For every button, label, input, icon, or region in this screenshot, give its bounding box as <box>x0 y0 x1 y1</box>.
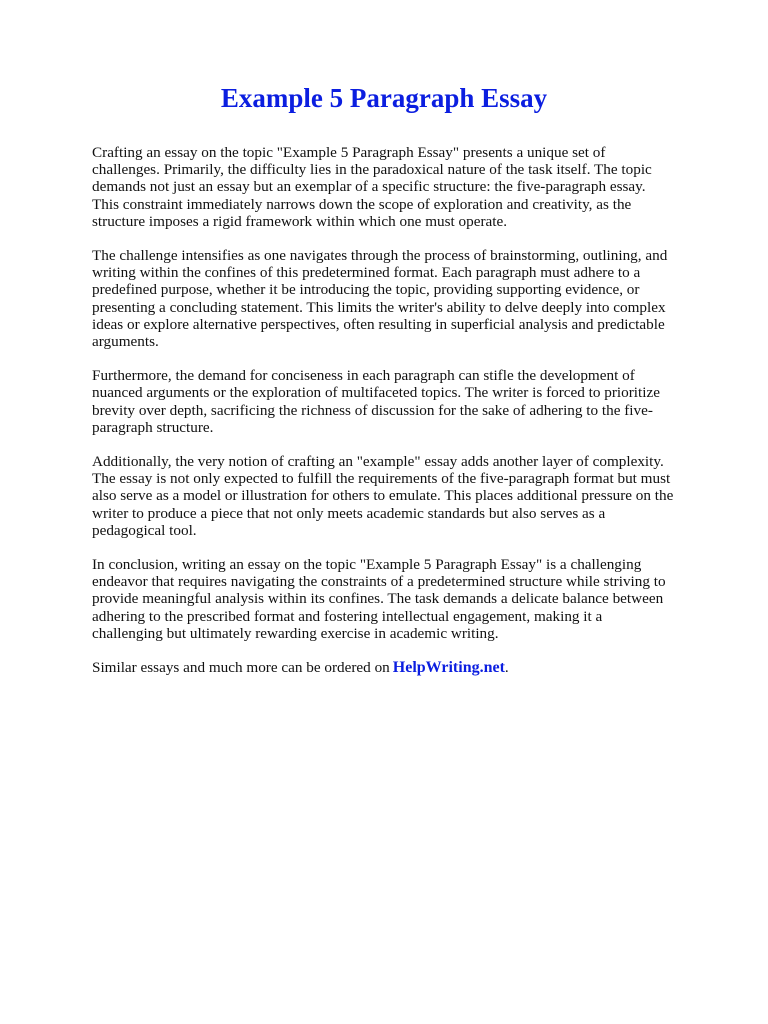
helpwriting-link[interactable]: HelpWriting.net <box>392 659 505 677</box>
page-title: Example 5 Paragraph Essay <box>220 83 548 113</box>
paragraph-1: Crafting an essay on the topic "Example 5 Paragraph Essay" presents a unique set of challenges. Primarily, the difficulty lies in the paradoxical nature of the task itself. The topic demands not just an essay but an exemplar of a specific structure: the five-paragraph essay. This constraint immediately narrows down the scope of exploration and creativity, as the structure imposes a rigid framework within which one must operate. <box>92 144 652 230</box>
paragraph-4: Additionally, the very notion of crafting an "example" essay adds another layer of complexity. The essay is not only expected to fulfill the requirements of the five-paragraph format but must also serve as a model or illustration for others to emulate. This places additional pressure on the writer to produce a piece that not only meets academic standards but also serves as a pedagogical tool. <box>92 453 674 539</box>
promo-prefix: Similar essays and much more can be ordered on <box>92 659 390 677</box>
promo-suffix: . <box>504 659 509 677</box>
paragraph-3: Furthermore, the demand for conciseness in each paragraph can stifle the development of nuanced arguments or the exploration of multifaceted topics. The writer is forced to prioritize brevity over depth, sacrificing the richness of discussion for the sake of adhering to the five-paragraph structure. <box>92 367 660 436</box>
promo-line <box>92 659 676 676</box>
paragraph-5: In conclusion, writing an essay on the topic "Example 5 Paragraph Essay" is a challenging endeavor that requires navigating the constraints of a predetermined structure while striving to provide meaningful analysis within its confines. The task demands a delicate balance between adhering to the prescribed format and fostering intellectual engagement, making it a challenging but ultimately rewarding exercise in academic writing. <box>92 556 666 642</box>
essay-body <box>92 144 676 676</box>
paragraph-2: The challenge intensifies as one navigates through the process of brainstorming, outlining, and writing within the confines of this predetermined format. Each paragraph must adhere to a predefined purpose, whether it be introducing the topic, providing supporting evidence, or presenting a concluding statement. This limits the writer's ability to delve deeply into complex ideas or explore alternative perspectives, often resulting in superficial analysis and predictable arguments. <box>92 247 668 351</box>
